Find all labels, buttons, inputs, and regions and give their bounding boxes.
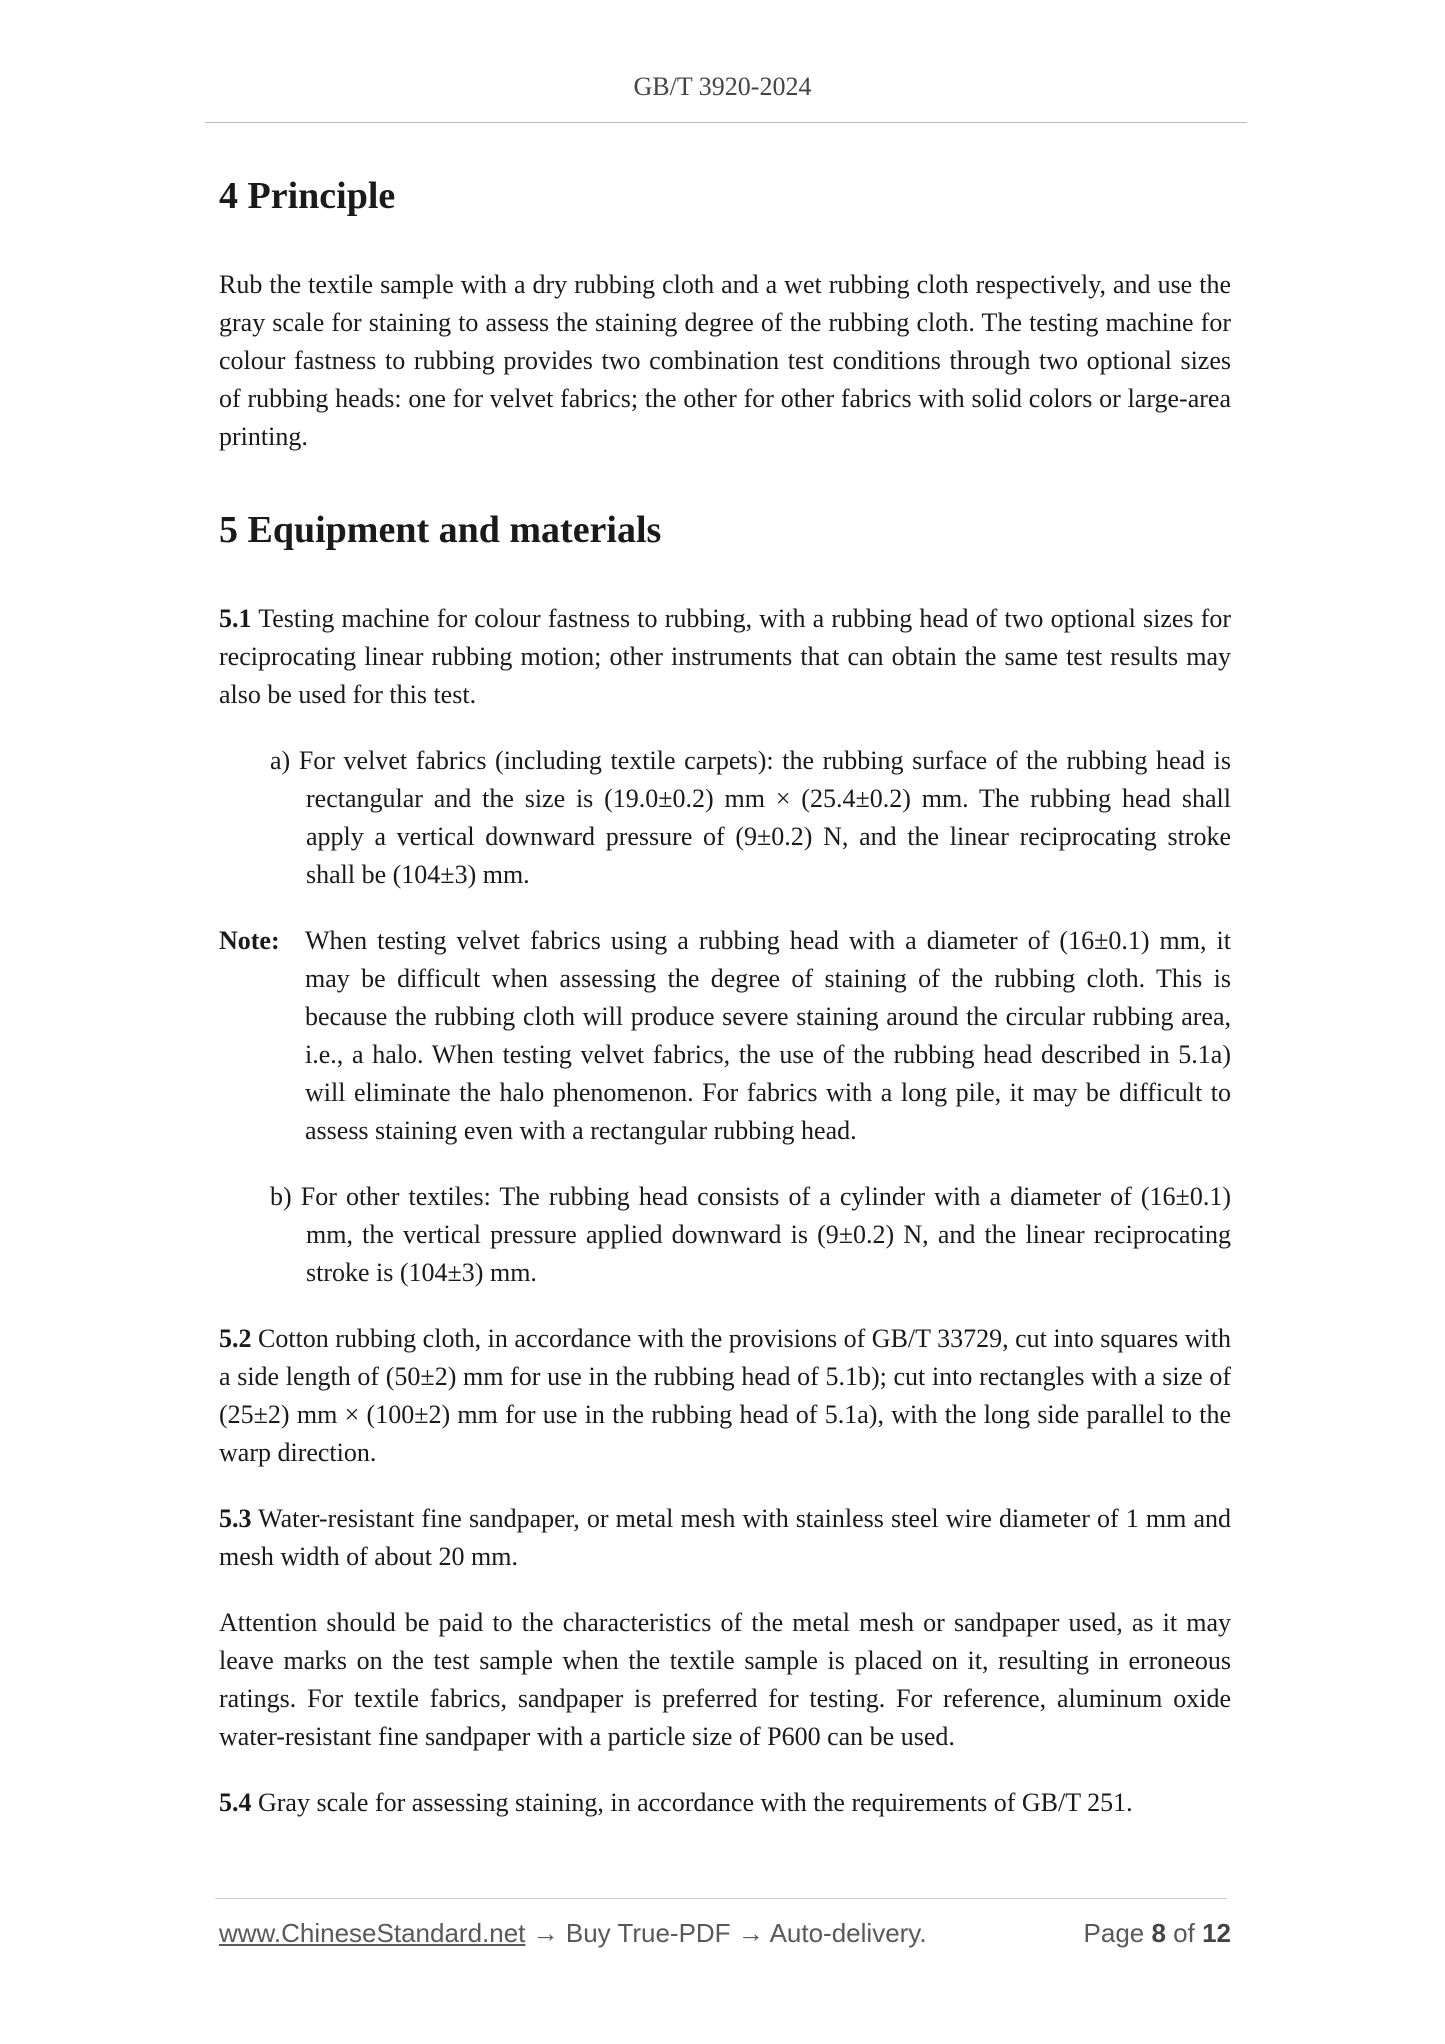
list-item-b: b) For other textiles: The rubbing head consists of a cylinder with a diameter of (16±0.1) mm, the vertical pressure applied downward is (9±0.2) N, and the linear reciprocating stroke is (104±3) mm. (270, 1182, 1231, 1287)
footer-divider (215, 1898, 1227, 1899)
header-divider (205, 122, 1247, 123)
section-5-heading: 5 Equipment and materials (219, 509, 662, 551)
website-link[interactable]: www.ChineseStandard.net (219, 1918, 526, 1948)
page-label: Page (1083, 1918, 1152, 1948)
page-content (219, 164, 1231, 1822)
note-label: Note: (219, 926, 280, 955)
footer-tagline: → Buy True-PDF → Auto-delivery. (525, 1918, 927, 1948)
clause-5-1 (219, 600, 1231, 714)
total-pages-number: 12 (1202, 1918, 1231, 1948)
attention-paragraph: Attention should be paid to the characteristics of the metal mesh or sandpaper used, as it may leave marks on the test sample when the textile sample is placed on it, resulting in erroneous ratings. For textile fabrics, sandpaper is preferred for testing. For reference, aluminum oxide water-resistant fine sandpaper with a particle size of P600 can be used. (219, 1608, 1231, 1751)
page-indicator (1084, 1918, 1231, 1949)
clause-5-2 (219, 1320, 1231, 1472)
clause-5-3 (219, 1500, 1231, 1576)
document-id-header: GB/T 3920-2024 (633, 72, 812, 101)
section-4-heading: 4 Principle (219, 175, 396, 217)
clause-5-2-number: 5.2 (219, 1324, 252, 1353)
clause-5-3-number: 5.3 (219, 1504, 252, 1533)
footer-promo (219, 1918, 927, 1949)
clause-5-4 (219, 1784, 1231, 1822)
clause-5-1-text: Testing machine for colour fastness to rubbing, with a rubbing head of two optional sizes for reciprocating linear rubbing motion; other instruments that can obtain the same test results may also be used for this test. (219, 604, 1231, 709)
clause-5-2-text: Cotton rubbing cloth, in accordance with the provisions of GB/T 33729, cut into squares with a side length of (50±2) mm for use in the rubbing head of 5.1b); cut into rectangles with a size of (25±2) mm × (100±2) mm for use in the rubbing head of 5.1a), with the long side parallel to the warp direction. (219, 1324, 1231, 1467)
clause-5-4-text: Gray scale for assessing staining, in accordance with the requirements of GB/T 251. (251, 1788, 1133, 1817)
page-of-label: of (1165, 1918, 1203, 1948)
clause-5-1-number: 5.1 (219, 604, 252, 633)
clause-5-4-number: 5.4 (219, 1788, 252, 1817)
note-text: When testing velvet fabrics using a rubbing head with a diameter of (16±0.1) mm, it may be difficult when assessing the degree of staining of the rubbing cloth. This is because the rubbing cloth will produce severe staining around the circular rubbing area, i.e., a halo. When testing velvet fabrics, the use of the rubbing head described in 5.1a) will eliminate the halo phenomenon. For fabrics with a long pile, it may be difficult to assess staining even with a rectangular rubbing head. (305, 926, 1231, 1145)
list-item-a: a) For velvet fabrics (including textile carpets): the rubbing surface of the rubbing head is rectangular and the size is (19.0±0.2) mm × (25.4±0.2) mm. The rubbing head shall apply a vertical downward pressure of (9±0.2) N, and the linear reciprocating stroke shall be (104±3) mm. (270, 746, 1231, 889)
note-block (219, 922, 1231, 1150)
principle-paragraph: Rub the textile sample with a dry rubbing cloth and a wet rubbing cloth respectively, and use the gray scale for staining to assess the staining degree of the rubbing cloth. The testing machine for colour fastness to rubbing provides two combination test conditions through two optional sizes of rubbing heads: one for velvet fabrics; the other for other fabrics with solid colors or large-area printing. (219, 270, 1231, 451)
current-page-number: 8 (1151, 1918, 1166, 1948)
clause-5-3-text: Water-resistant fine sandpaper, or metal mesh with stainless steel wire diameter of 1 mm and mesh width of about 20 mm. (219, 1504, 1231, 1571)
